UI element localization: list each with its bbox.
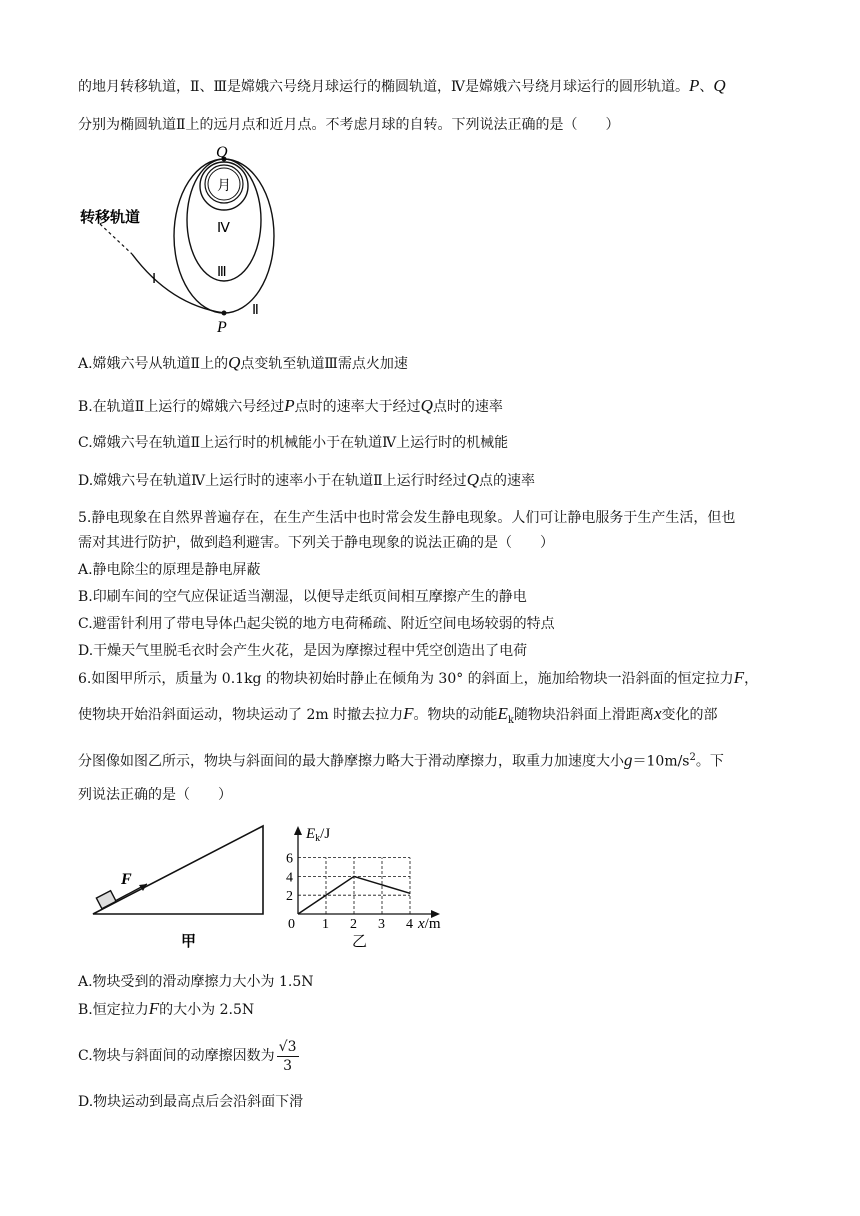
incline-diagram [85,820,270,955]
y-tick-label: 6 [286,851,293,867]
force-label: F [121,871,132,888]
y-axis-label: $E_k/J$ [306,826,331,844]
label-q: Q [216,144,228,161]
y-axis-arrow [294,826,302,835]
q5-option-b: B.印刷车间的空气应保证适当潮湿，以便导走纸页间相互摩擦产生的静电 [78,589,527,605]
fig-jia-caption: 甲 [181,934,197,950]
q4-option-a: A.嫦娥六号从轨道Ⅱ上的Q点变轨至轨道Ⅲ需点火加速 [78,353,408,372]
q5-stem-line2: 需对其进行防护，做到趋利避害。下列关于静电现象的说法正确的是（ ） [78,535,554,551]
q5-option-a: A.静电除尘的原理是静电屏蔽 [78,562,261,578]
q4-option-c: C.嫦娥六号在轨道Ⅱ上运行时的机械能小于在轨道Ⅳ上运行时的机械能 [78,435,509,451]
x-tick-label: 2 [350,917,357,932]
q4-option-d: D.嫦娥六号在轨道Ⅳ上运行时的速率小于在轨道Ⅱ上运行时经过Q点的速率 [78,470,535,489]
q6-stem-line3: 分图像如图乙所示，物块与斜面间的最大静摩擦力略大于滑动摩擦力，取重力加速度大小$g=10m/s^2$。下 [78,750,724,770]
orbit-diagram [70,140,280,340]
x-tick-label: 4 [406,917,413,932]
q4-stem-line2: 分别为椭圆轨道Ⅱ上的远月点和近月点。不考虑月球的自转。下列说法正确的是（ ） [78,117,620,133]
transfer-orbit-label: 转移轨道 [80,210,141,226]
q5-option-c: C.避雷针利用了带电导体凸起尖锐的地方电荷稀疏、附近空间电场较弱的特点 [78,616,555,632]
orbit-iii-label: Ⅲ [217,265,227,280]
x-tick-label: 3 [378,917,385,932]
q5-option-d: D.干燥天气里脱毛衣时会产生火花，是因为摩擦过程中凭空创造出了电荷 [78,643,528,659]
x-tick-label: 1 [322,917,329,932]
q6-stem-line2: 使物块开始沿斜面运动，物块运动了 2m 时撤去拉力F。物块的动能$E_k$随物块沿斜面上滑距离x变化的部 [78,704,718,726]
q4-option-b: B.在轨道Ⅱ上运行的嫦娥六号经过P点时的速率大于经过Q点时的速率 [78,396,503,415]
q6-option-b: B.恒定拉力F的大小为 2.5N [78,999,255,1018]
q5-stem-line1: 5.静电现象在自然界普遍存在，在生产生活中也时常会发生静电现象。人们可让静电服务于生产生活，但也 [78,510,736,526]
chart-grid [298,858,410,914]
q6-option-d: D.物块运动到最高点后会沿斜面下滑 [78,1094,304,1110]
y-tick-label: 2 [286,889,293,905]
q6-stem-line4: 列说法正确的是（ ） [78,787,232,803]
q6-option-c: C.物块与斜面间的动摩擦因数为 $\frac{√3}{3}$ [78,1038,297,1074]
q6-stem-line1: 6.如图甲所示，质量为 0.1kg 的物块初始时静止在倾角为 30° 的斜面上，施加给物块一沿斜面的恒定拉力F， [78,668,759,687]
orbit-ii-label: Ⅱ [252,303,259,318]
q6-option-a: A.物块受到的滑动摩擦力大小为 1.5N [78,974,314,990]
q4-stem-line1: 的地月转移轨道，Ⅱ、Ⅲ是嫦娥六号绕月球运行的椭圆轨道，Ⅳ是嫦娥六号绕月球运行的圆形轨道。P、Q [78,76,726,95]
ek-x-chart [280,820,460,955]
orbit-i-label: Ⅰ [152,272,157,287]
fraction-sqrt3-over-3: $\frac{√3}{3}$ [278,1038,297,1074]
x-axis-label: x/m [418,916,441,932]
orbit-iv-label: Ⅳ [217,221,230,236]
origin-label: 0 [288,917,295,932]
moon-label: 月 [217,179,231,194]
label-p: P [217,319,227,336]
fig-yi-caption: 乙 [352,934,368,950]
y-tick-label: 4 [286,870,293,886]
